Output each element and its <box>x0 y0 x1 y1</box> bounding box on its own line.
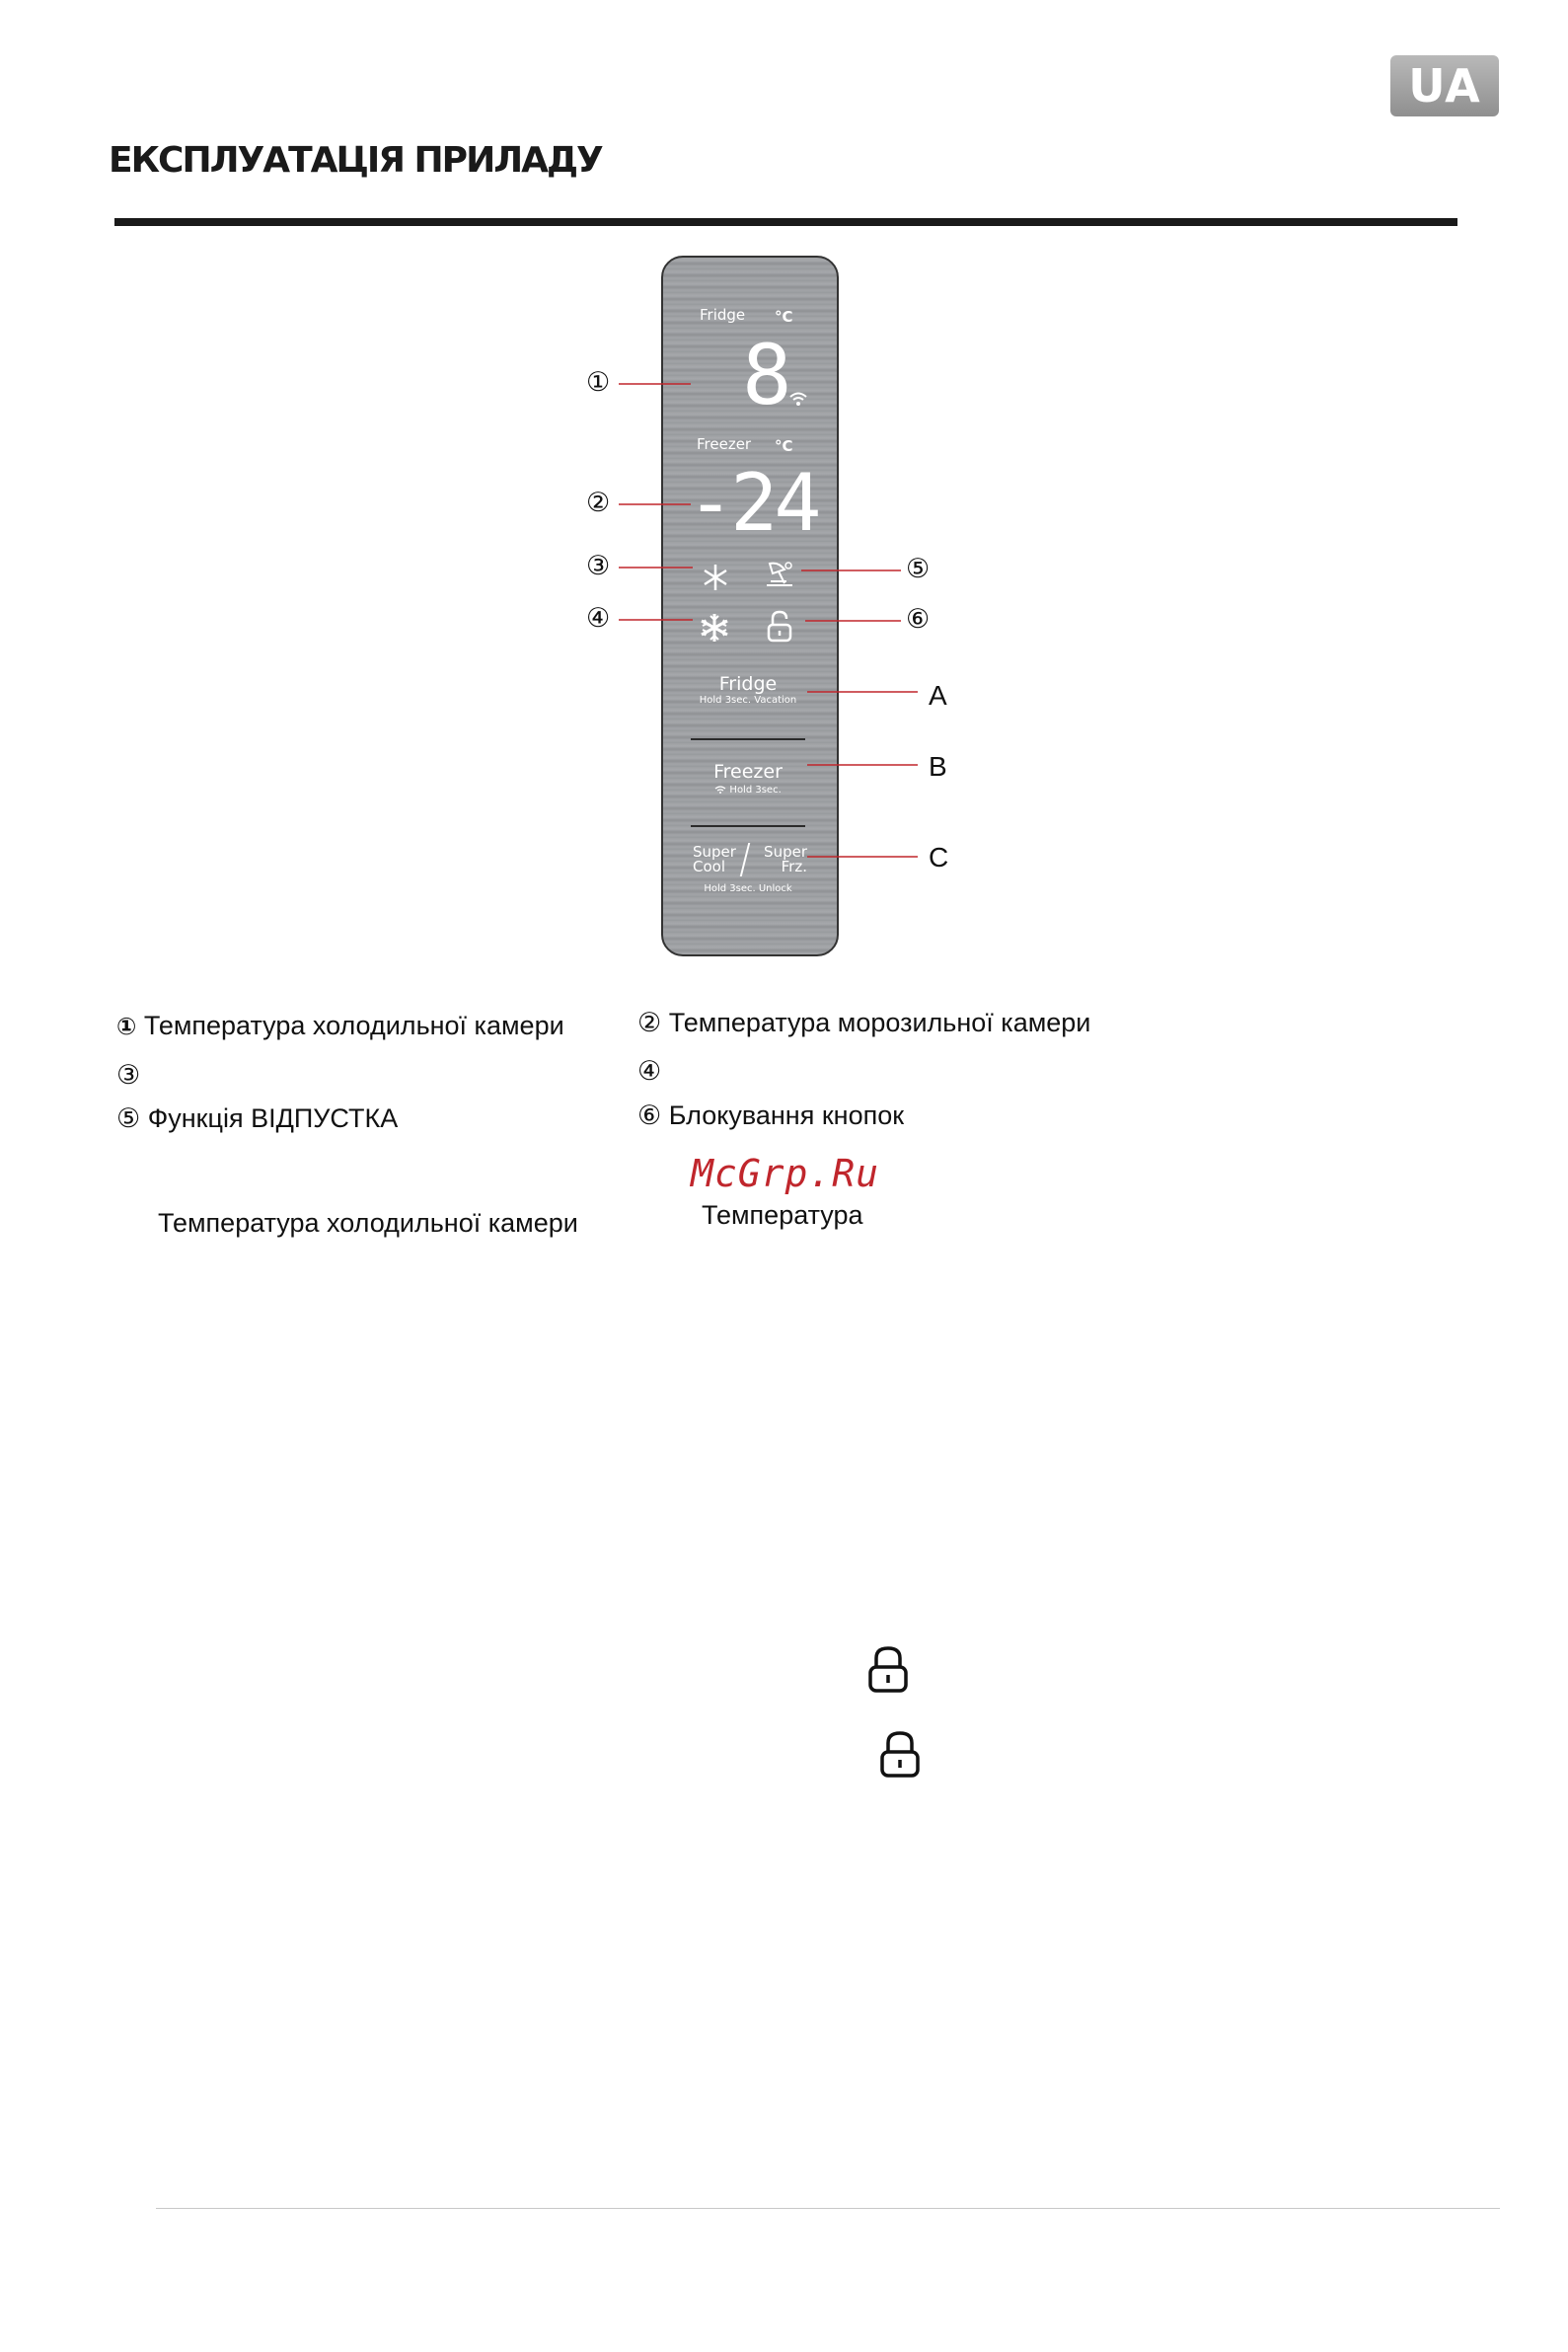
legend-text-2: Температура морозильної камери <box>668 1008 1091 1037</box>
fridge-temperature-display: 8 <box>742 327 792 423</box>
legend-item-6 <box>637 1100 904 1131</box>
button-c-subtitle: Hold 3sec. Unlock <box>704 883 792 894</box>
lock-icon <box>867 1645 909 1695</box>
legend-number-4: ④ <box>637 1056 662 1087</box>
legend-number-3: ③ <box>116 1060 141 1091</box>
freezer-temperature-display: -24 <box>687 457 818 549</box>
legend-number-5: ⑤ <box>116 1103 141 1134</box>
callout-5: ⑤ <box>906 554 931 584</box>
callout-4: ④ <box>586 603 611 634</box>
callout-1: ① <box>586 367 611 398</box>
callout-3: ③ <box>586 551 611 581</box>
page-title: ЕКСПЛУАТАЦІЯ ПРИЛАДУ <box>109 140 602 181</box>
legend-text-1: Температура холодильної камери <box>143 1011 564 1040</box>
label-a: A <box>929 680 947 711</box>
legend-item-2 <box>637 1008 1090 1038</box>
label-c: C <box>929 842 949 873</box>
lock-icon <box>879 1730 921 1780</box>
button-b-subtitle: Hold 3sec. <box>729 785 782 796</box>
section-heading-left: Температура холодильної камери <box>158 1208 578 1238</box>
section-heading-right: Температура <box>702 1200 863 1230</box>
language-badge: UA <box>1390 55 1499 116</box>
legend-item-5 <box>116 1103 398 1134</box>
legend-text-5: Функція ВІДПУСТКА <box>147 1103 399 1133</box>
legend-number-6: ⑥ <box>637 1100 662 1131</box>
watermark: McGrp.Ru <box>691 1152 880 1195</box>
button-a-subtitle: Hold 3sec. Vacation <box>699 695 797 706</box>
button-a-title: Fridge <box>718 673 778 695</box>
callout-2: ② <box>586 488 611 518</box>
freezer-label: Freezer <box>697 435 752 453</box>
legend-item-1 <box>116 1011 564 1041</box>
fridge-unit: °C <box>775 308 793 326</box>
fridge-label: Fridge <box>700 306 746 324</box>
footer-rule <box>156 2208 1500 2209</box>
button-b-title: Freezer <box>713 761 783 783</box>
legend-number-1: ① <box>116 1013 137 1040</box>
legend-text-6: Блокування кнопок <box>668 1100 905 1130</box>
button-c-right-label: Super Frz. <box>764 843 807 875</box>
callout-6: ⑥ <box>906 604 931 635</box>
label-b: B <box>929 751 947 782</box>
freezer-unit: °C <box>775 437 793 455</box>
legend-number-2: ② <box>637 1008 662 1038</box>
button-c-left-label: Super Cool <box>693 843 736 875</box>
callout-lines <box>0 0 1568 987</box>
